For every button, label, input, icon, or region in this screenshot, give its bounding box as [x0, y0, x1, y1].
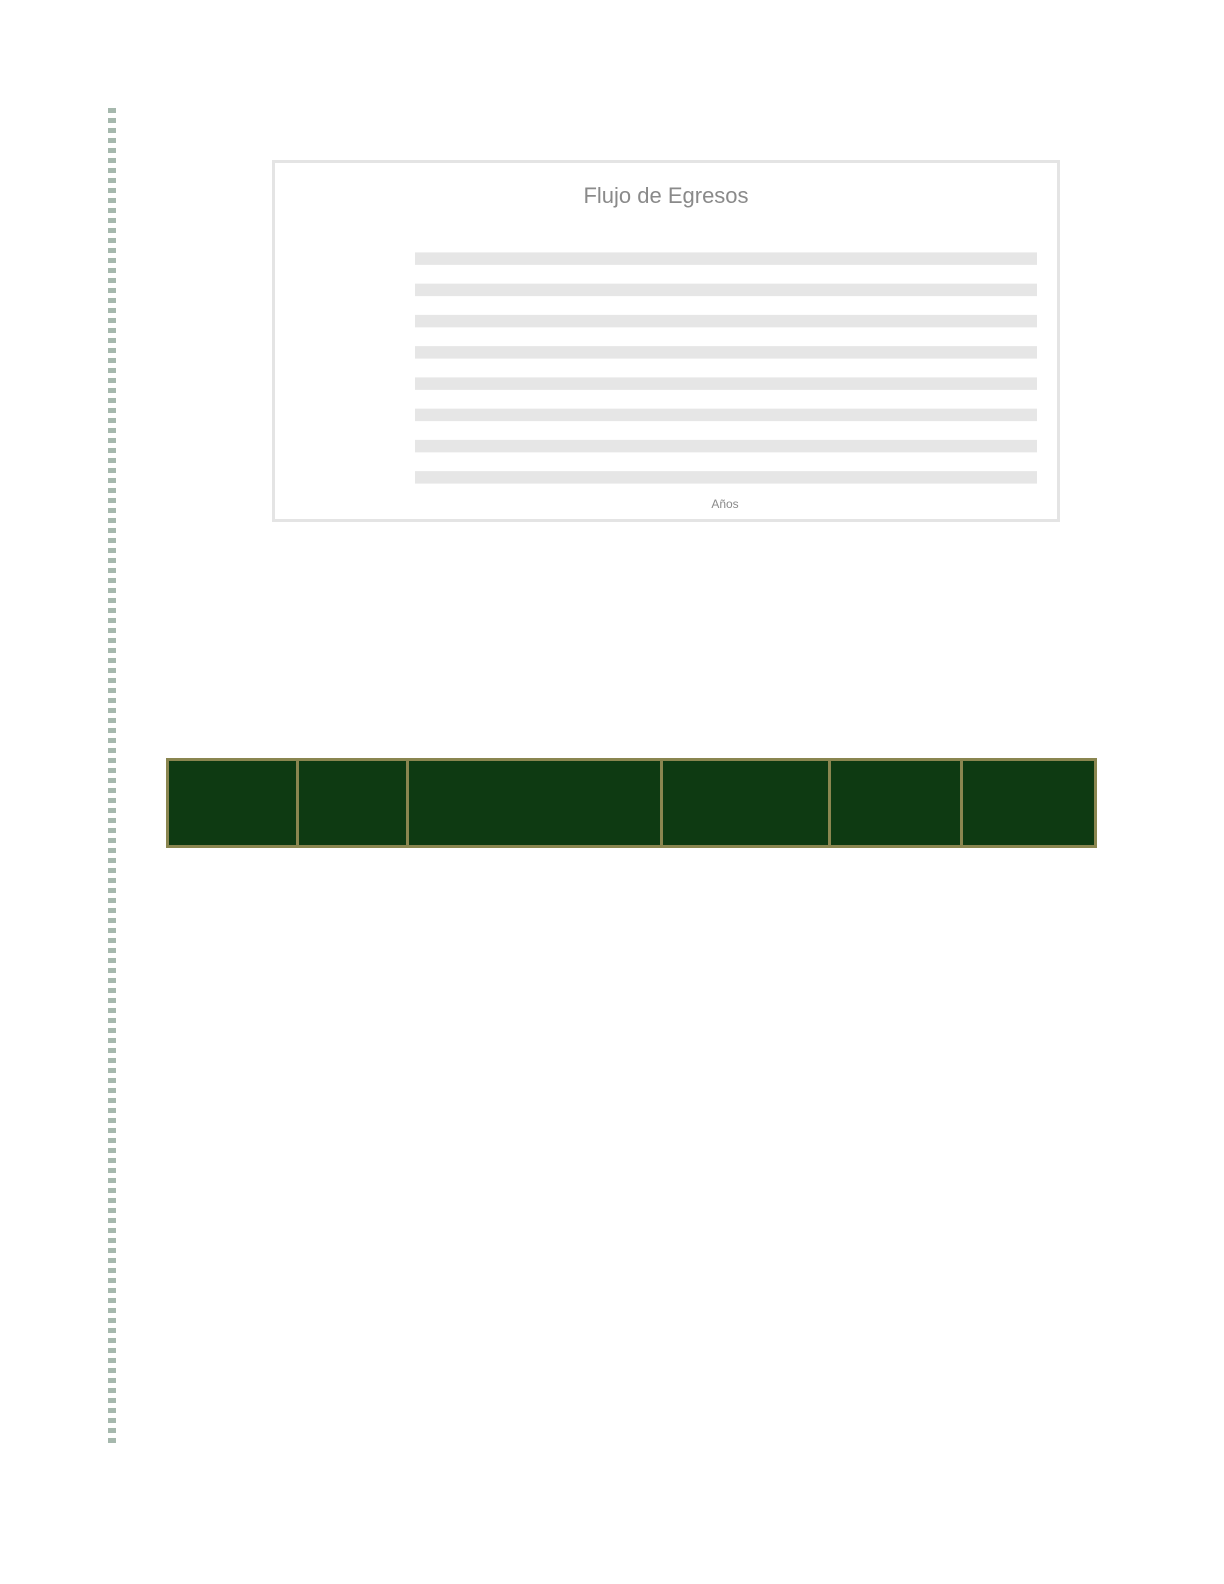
header-period [298, 760, 408, 847]
chart-gridline [415, 346, 1037, 359]
chart-gridline [415, 377, 1037, 390]
chart-gridline [415, 409, 1037, 422]
egresos-chart [272, 160, 1060, 522]
header-relation [168, 760, 298, 847]
chart-gridlines [415, 252, 1037, 483]
table-header-row [168, 760, 1096, 847]
chart-gridline [415, 471, 1037, 484]
note [238, 676, 244, 693]
chart-gridline [415, 252, 1037, 265]
header-vp0 [962, 760, 1096, 847]
equivalence-table [166, 758, 1097, 848]
chart-x-axis-label: Años [711, 497, 739, 511]
chart-canvas [275, 163, 1057, 519]
chart-gridline [415, 440, 1037, 453]
chart-title: Flujo de Egresos [583, 183, 749, 208]
header-formula [408, 760, 662, 847]
header-variables [662, 760, 830, 847]
margin-dotted-rule [108, 108, 116, 1448]
chart-gridline [415, 315, 1037, 328]
chart-gridline [415, 284, 1037, 297]
header-vp [830, 760, 962, 847]
